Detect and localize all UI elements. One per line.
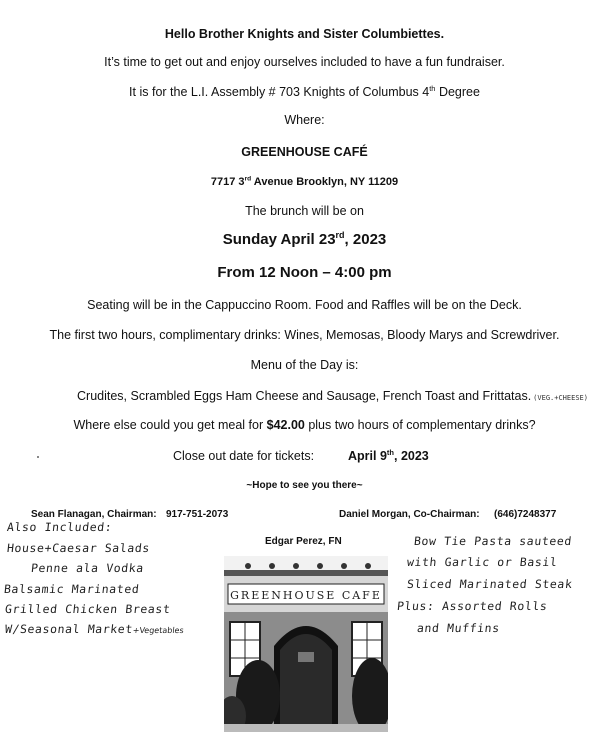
co-chairman-phone: (646)7248377	[494, 509, 557, 520]
handwritten-line: with Garlic or Basil	[406, 555, 559, 569]
handwritten-line: Penne ala Vodka	[30, 561, 145, 575]
handwritten-line: Bow Tie Pasta sauteed	[413, 534, 573, 548]
event-date: Sunday April 23rd, 2023	[222, 230, 387, 248]
event-time: From 12 Noon – 4:00 pm	[217, 264, 392, 281]
scan-speck	[37, 456, 39, 458]
greeting: Hello Brother Knights and Sister Columbiettes.	[164, 27, 445, 41]
handwritten-line: Also Included:	[6, 520, 114, 534]
price: $42.00	[266, 418, 305, 432]
price-line: Where else could you get meal for $42.00 plus two hours of complementary drinks?	[73, 418, 536, 432]
handwritten-line: Sliced Marinated Steak	[406, 577, 574, 591]
fn-name: Edgar Perez, FN	[265, 536, 342, 547]
chairman-name: Sean Flanagan, Chairman:	[31, 509, 157, 520]
seating-line: Seating will be in the Cappuccino Room. Food and Raffles will be on the Deck.	[87, 298, 522, 312]
intro-line: It’s time to get out and enjoy ourselves included to have a fun fundraiser.	[104, 55, 505, 69]
drinks-line: The first two hours, complimentary drinks: Wines, Memosas, Bloody Marys and Screwdriver.	[49, 328, 560, 342]
photo-sign-text: GREENHOUSE CAFE	[230, 589, 382, 602]
co-chairman-name: Daniel Morgan, Co-Chairman:	[339, 509, 480, 520]
building-photo	[224, 556, 388, 732]
venue-address: 7717 3rd Avenue Brooklyn, NY 11209	[210, 175, 399, 188]
handwritten-line: and Muffins	[416, 621, 501, 635]
handwritten-line: Balsamic Marinated	[3, 582, 141, 596]
chairman-phone: 917-751-2073	[166, 509, 229, 520]
menu-items: Crudites, Scrambled Eggs Ham Cheese and Sausage, French Toast and Frittatas. (VEG.+CHEESE)	[77, 389, 588, 403]
handwritten-line: Plus: Assorted Rolls	[396, 599, 549, 613]
handwritten-line: W/Seasonal Market+Vegetables	[4, 622, 185, 636]
venue-name: GREENHOUSE CAFÉ	[241, 145, 368, 159]
handwritten-line: House+Caesar Salads	[6, 541, 151, 555]
sign-off: ~Hope to see you there~	[246, 480, 363, 491]
closeout-label: Close out date for tickets:	[173, 449, 315, 463]
assembly-line: It is for the L.I. Assembly # 703 Knights of Columbus 4th Degree	[129, 83, 480, 99]
menu-handwritten-note: (VEG.+CHEESE)	[533, 394, 588, 402]
brunch-line: The brunch will be on	[245, 204, 364, 218]
where-label: Where:	[284, 113, 325, 127]
handwritten-line: Grilled Chicken Breast	[4, 602, 172, 616]
closeout-date: April 9th, 2023	[348, 447, 429, 463]
menu-label: Menu of the Day is:	[250, 358, 359, 372]
